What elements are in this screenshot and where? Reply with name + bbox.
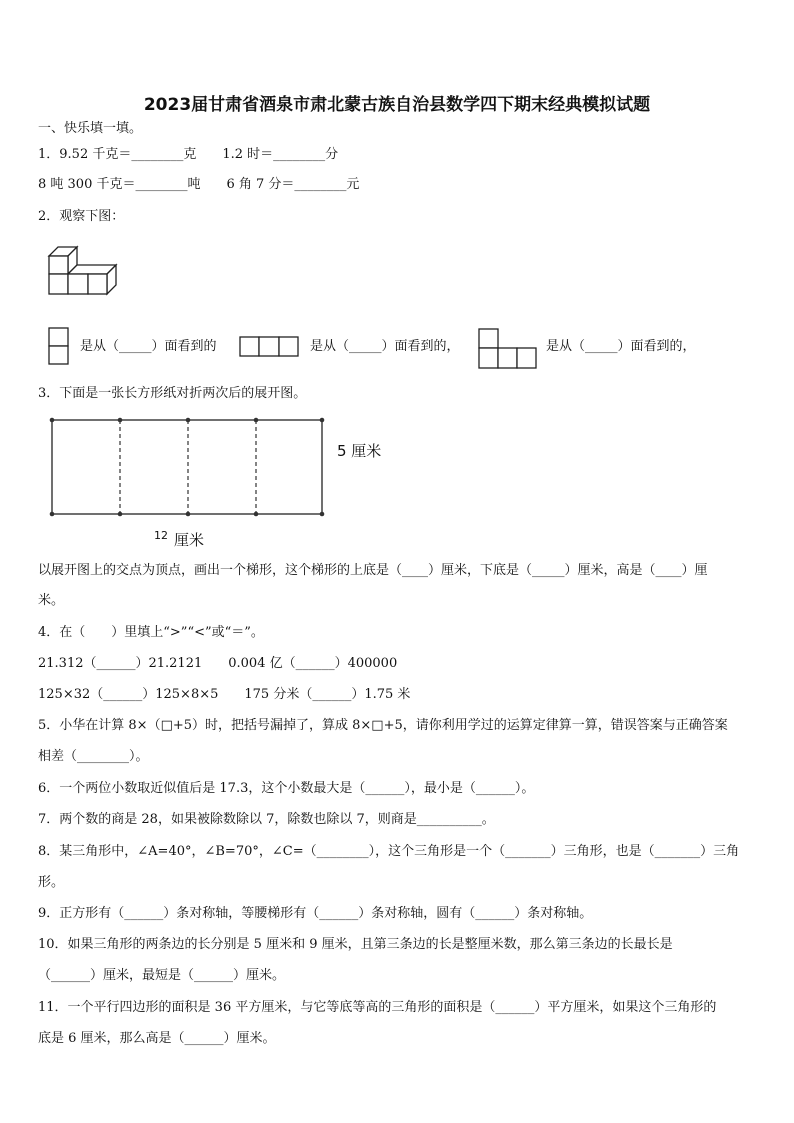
q3-heading: 3．下面是一张长方形纸对折两次后的展开图。	[38, 386, 307, 401]
cube-stack-figure	[49, 247, 116, 294]
section-heading: 一、快乐填一填。	[38, 121, 143, 136]
q10-line1: 10．如果三角形的两条边的长分别是 5 厘米和 9 厘米，且第三条边的长是整厘米数，那么第三条边的长最长是	[38, 937, 673, 952]
view-answer-3: 是从（_____）面看到的，	[546, 339, 696, 354]
q9: 9．正方形有（______）条对称轴，等腰梯形有（______）条对称轴，圆有（______）条对称轴。	[38, 906, 593, 921]
q7: 7．两个数的商是 28，如果被除数除以 7，除数也除以 7，则商是__________。	[38, 812, 495, 827]
q8-line2: 形。	[38, 875, 65, 890]
width-number: 12	[154, 529, 168, 542]
q10-line2: （______）厘米，最短是（______）厘米。	[38, 968, 286, 983]
q5-line2: 相差（________）。	[38, 749, 149, 764]
q3-text-line2: 米。	[38, 593, 65, 608]
q6: 6．一个两位小数取近似值后是 17.3，这个小数最大是（______），最小是（______）。	[38, 781, 535, 796]
page-title: 2023届甘肃省酒泉市肃北蒙古族自治县数学四下期末经典模拟试题	[143, 95, 651, 115]
width-unit: 厘米	[174, 531, 205, 549]
q4-line1: 21.312（______）21.2121 0.004 亿（______）400000	[38, 656, 398, 671]
height-label: 5 厘米	[337, 442, 382, 460]
q4-heading: 4．在（ ）里填上“>”“<”或“＝”。	[38, 625, 264, 640]
view-figure-3	[479, 329, 536, 368]
q11-line2: 底是 6 厘米，那么高是（______）厘米。	[38, 1031, 276, 1046]
view-figure-1	[49, 328, 68, 364]
q4-line2: 125×32（______）125×8×5 175 分米（______）1.75 米	[38, 687, 411, 702]
q5-line1: 5．小华在计算 8×（□+5）时，把括号漏掉了，算成 8×□+5，请你利用学过的运算定律算一算，错误答案与正确答案	[38, 718, 728, 733]
unfolded-rectangle-figure	[50, 418, 325, 517]
q2-heading: 2．观察下图：	[38, 209, 125, 224]
q3-text-line1: 以展开图上的交点为顶点，画出一个梯形，这个梯形的上底是（____）厘米，下底是（_____）厘米，高是（____）厘	[38, 563, 708, 578]
q1-line2: 8 吨 300 千克＝________吨 6 角 7 分＝________元	[38, 177, 360, 192]
q1-line1: 1．9.52 千克＝________克 1.2 时＝________分	[38, 147, 339, 162]
q11-line1: 11．一个平行四边形的面积是 36 平方厘米，与它等底等高的三角形的面积是（______）平方厘米，如果这个三角形的	[38, 1000, 717, 1015]
view-figure-2	[240, 337, 298, 356]
q8-line1: 8．某三角形中，∠A=40°，∠B=70°，∠C=（________），这个三角形是一个（_______）三角形，也是（_______）三角	[38, 844, 740, 859]
view-answer-2: 是从（_____）面看到的，	[310, 339, 460, 354]
view-answer-1: 是从（_____）面看到的	[80, 339, 217, 354]
